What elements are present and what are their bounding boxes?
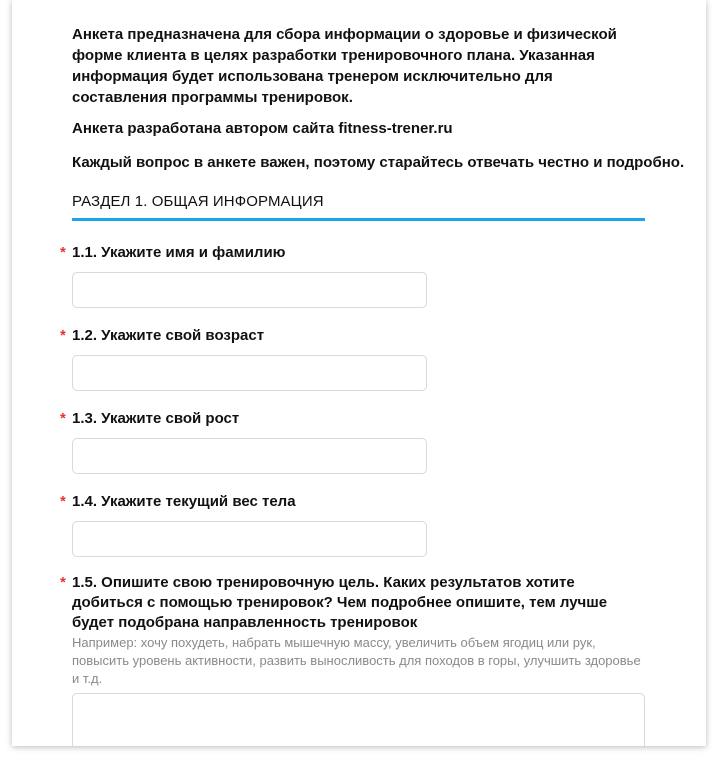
- question-text: 1.1. Укажите имя и фамилию: [72, 244, 286, 261]
- question-label: [60, 492, 645, 512]
- height-input[interactable]: [72, 438, 427, 474]
- question-label: [60, 409, 645, 429]
- form-card: [12, 0, 706, 746]
- required-asterisk: *: [60, 493, 66, 510]
- weight-input[interactable]: [72, 521, 427, 557]
- question-label: [60, 573, 645, 633]
- question-label: [60, 243, 645, 263]
- required-asterisk: *: [60, 244, 66, 261]
- question-text: 1.3. Укажите свой рост: [72, 410, 240, 427]
- question-text: 1.2. Укажите свой возраст: [72, 327, 265, 344]
- question-goal: [60, 573, 645, 688]
- question-weight: [60, 492, 645, 557]
- required-asterisk: *: [60, 574, 66, 591]
- intro-paragraph-purpose: Анкета предназначена для сбора информации о здоровье и физической форме клиента в целях разработки тренировочного плана. Указанная информация будет использована тренером исключительно для составления программы тренировок.: [72, 26, 617, 106]
- section-divider: [72, 218, 645, 221]
- question-age: [60, 326, 645, 391]
- intro-paragraph-honesty: Каждый вопрос в анкете важен, поэтому старайтесь отвечать честно и подробно.: [72, 154, 685, 171]
- question-name: [60, 243, 645, 308]
- required-asterisk: *: [60, 327, 66, 344]
- required-asterisk: *: [60, 410, 66, 427]
- question-label: [60, 326, 645, 346]
- question-text: 1.4. Укажите текущий вес тела: [72, 493, 296, 510]
- question-text: 1.5. Опишите свою тренировочную цель. Каких результатов хотите добиться с помощью тренировок? Чем подробнее опишите, тем лучше будет подобрана направленность тренировок: [72, 574, 608, 631]
- section-title: РАЗДЕЛ 1. ОБЩАЯ ИНФОРМАЦИЯ: [72, 193, 324, 210]
- goal-textarea[interactable]: [72, 693, 645, 746]
- intro-paragraph-author: Анкета разработана автором сайта fitness-trener.ru: [72, 120, 453, 137]
- question-height: [60, 409, 645, 474]
- name-input[interactable]: [72, 272, 427, 308]
- age-input[interactable]: [72, 355, 427, 391]
- question-hint: Например: хочу похудеть, набрать мышечную массу, увеличить объем ягодиц или рук, повысить уровень активности, развить выносливость для походов в горы, улучшить здоровье и т.д.: [72, 635, 641, 686]
